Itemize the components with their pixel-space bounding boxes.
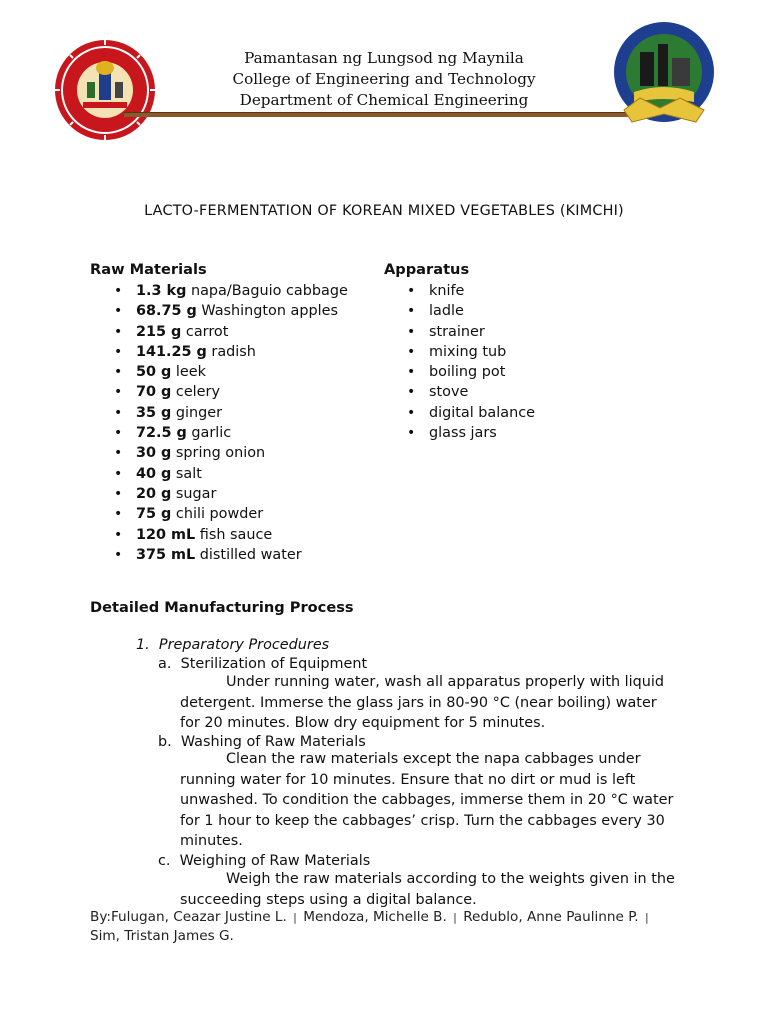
raw-materials-heading: Raw Materials xyxy=(90,261,207,278)
raw-material-qty: 30 g xyxy=(136,445,172,462)
university-name: Pamantasan ng Lungsod ng Maynila xyxy=(244,49,524,67)
raw-material-qty: 1.3 kg xyxy=(136,283,187,299)
apparatus-heading: Apparatus xyxy=(384,261,470,278)
step-1-number: 1. xyxy=(136,637,150,653)
step-1-title: Preparatory Procedures xyxy=(158,637,330,653)
apparatus-item: • mixing tub xyxy=(407,342,535,362)
process-heading: Detailed Manufacturing Process xyxy=(90,599,354,616)
raw-material-item xyxy=(114,525,348,545)
author-4: Sim, Tristan James G. xyxy=(90,928,234,944)
apparatus-item: • stove xyxy=(407,382,535,402)
raw-material-item xyxy=(114,322,348,342)
raw-material-name: ginger xyxy=(171,404,223,421)
raw-material-qty: 215 g xyxy=(136,323,182,340)
apparatus-item: • digital balance xyxy=(407,403,535,423)
raw-material-qty: 68.75 g xyxy=(136,303,197,320)
substep-a-label: a. xyxy=(158,656,172,672)
raw-material-item xyxy=(114,484,348,504)
apparatus-item: • boiling pot xyxy=(407,362,535,382)
substep-b-label: b. xyxy=(158,734,172,750)
apparatus-item: • glass jars xyxy=(407,423,535,443)
raw-material-item xyxy=(114,382,348,402)
apparatus-list xyxy=(407,281,535,443)
department-name: Department of Chemical Engineering xyxy=(239,91,529,109)
author-3: Redublo, Anne Paulinne P. xyxy=(463,909,639,925)
chemical-engineering-society-logo-icon xyxy=(610,18,722,130)
raw-material-name: napa/Baguio cabbage xyxy=(186,283,348,299)
raw-materials-list xyxy=(114,281,348,565)
document-header xyxy=(180,48,588,111)
substep-c-body: Weigh the raw materials according to the weights given in the succeeding steps using a digital balance. xyxy=(180,871,675,908)
raw-material-name: salt xyxy=(171,465,202,482)
raw-material-item xyxy=(114,423,348,443)
document-title: LACTO-FERMENTATION OF KOREAN MIXED VEGETABLES (KIMCHI) xyxy=(144,203,624,219)
substep-b-text xyxy=(180,749,680,852)
substep-a-text xyxy=(180,672,680,734)
authors-footer xyxy=(90,908,651,945)
raw-material-item xyxy=(114,342,348,362)
substep-c-text xyxy=(180,869,680,910)
apparatus-item: • strainer xyxy=(407,322,535,342)
step-1 xyxy=(136,635,329,656)
raw-material-qty: 35 g xyxy=(136,404,172,421)
raw-material-name: radish xyxy=(206,343,256,360)
raw-material-qty: 20 g xyxy=(136,485,172,502)
raw-material-item xyxy=(114,281,348,301)
author-separator: | xyxy=(293,911,297,924)
raw-material-name: celery xyxy=(171,384,220,401)
author-2: Mendoza, Michelle B. xyxy=(303,909,447,925)
raw-material-qty: 141.25 g xyxy=(136,343,207,360)
substep-c-title: Weighing of Raw Materials xyxy=(179,853,371,869)
raw-material-name: sugar xyxy=(171,485,217,502)
raw-material-item xyxy=(114,504,348,524)
raw-material-name: distilled water xyxy=(195,546,302,563)
raw-material-qty: 75 g xyxy=(136,506,172,523)
apparatus-item: • knife xyxy=(407,281,535,301)
raw-material-item xyxy=(114,464,348,484)
college-name: College of Engineering and Technology xyxy=(232,70,536,88)
raw-material-qty: 50 g xyxy=(136,364,172,381)
raw-material-name: leek xyxy=(171,364,206,381)
author-separator: | xyxy=(453,911,457,924)
raw-material-qty: 120 mL xyxy=(136,526,196,543)
raw-material-qty: 72.5 g xyxy=(136,425,187,442)
raw-material-name: garlic xyxy=(186,425,232,442)
raw-material-qty: 375 mL xyxy=(136,546,196,563)
substep-a-body: Under running water, wash all apparatus properly with liquid detergent. Immerse the glass jars in 80-90 °C (near boiling) water for 20 minutes. Blow dry equipment for 5 minutes. xyxy=(180,674,665,732)
raw-material-item xyxy=(114,301,348,321)
apparatus-item: • ladle xyxy=(407,301,535,321)
raw-material-name: Washington apples xyxy=(196,303,338,320)
substep-b-body: Clean the raw materials except the napa cabbages under running water for 10 minutes. Ensure that no dirt or mud is left unwashed. To condition the cabbages, immerse them in 20 °C water for 1 hour to keep the cabbages’ crisp. Turn the cabbages every 30 minutes. xyxy=(180,751,674,850)
raw-material-item xyxy=(114,362,348,382)
substep-b-title: Washing of Raw Materials xyxy=(180,734,366,750)
author-1: By:Fulugan, Ceazar Justine L. xyxy=(90,909,287,925)
university-seal-icon xyxy=(52,37,158,143)
header-divider xyxy=(124,112,644,117)
raw-material-name: carrot xyxy=(181,323,229,340)
substep-a-title: Sterilization of Equipment xyxy=(180,656,368,672)
substep-c-label: c. xyxy=(158,853,171,869)
raw-material-qty: 70 g xyxy=(136,384,172,401)
raw-material-qty: 40 g xyxy=(136,465,172,482)
raw-material-item xyxy=(114,403,348,423)
raw-material-name: chili powder xyxy=(171,506,264,523)
raw-material-name: fish sauce xyxy=(195,526,273,543)
raw-material-name: spring onion xyxy=(171,445,266,462)
raw-material-item xyxy=(114,545,348,565)
author-separator: | xyxy=(644,911,649,924)
raw-material-item xyxy=(114,443,348,463)
